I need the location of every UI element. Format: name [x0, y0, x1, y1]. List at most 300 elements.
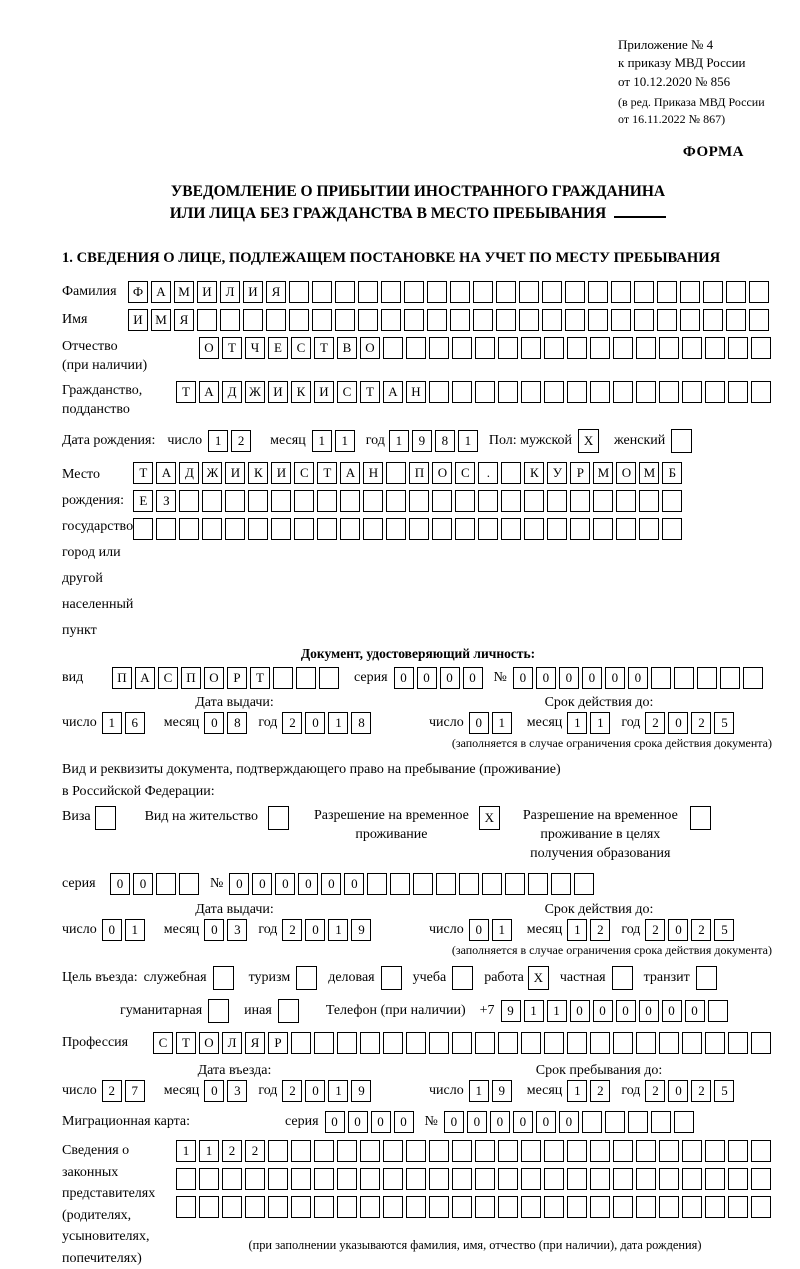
char-box[interactable] — [317, 490, 337, 512]
char-box[interactable]: 0 — [469, 919, 489, 941]
char-box[interactable] — [544, 1032, 564, 1054]
char-box[interactable]: 2 — [282, 919, 302, 941]
char-box[interactable] — [659, 381, 679, 403]
char-box[interactable]: Ф — [128, 281, 148, 303]
char-box[interactable]: 0 — [344, 873, 364, 895]
char-box[interactable] — [728, 1140, 748, 1162]
char-box[interactable] — [636, 1196, 656, 1218]
char-box[interactable] — [682, 337, 702, 359]
char-box[interactable] — [636, 337, 656, 359]
char-box[interactable]: 2 — [590, 1080, 610, 1102]
char-box[interactable] — [273, 667, 293, 689]
char-box[interactable] — [570, 518, 590, 540]
char-box[interactable]: 1 — [328, 919, 348, 941]
char-box[interactable] — [705, 1140, 725, 1162]
char-box[interactable] — [312, 281, 332, 303]
char-box[interactable] — [409, 490, 429, 512]
char-box[interactable] — [703, 309, 723, 331]
char-box[interactable]: Н — [406, 381, 426, 403]
char-box[interactable]: 1 — [590, 712, 610, 734]
char-box[interactable] — [202, 490, 222, 512]
char-box[interactable] — [360, 1168, 380, 1190]
char-box[interactable] — [340, 518, 360, 540]
char-box[interactable]: 6 — [125, 712, 145, 734]
char-box[interactable] — [567, 1168, 587, 1190]
char-box[interactable] — [199, 1196, 219, 1218]
char-box[interactable] — [213, 966, 234, 990]
char-box[interactable] — [708, 1000, 728, 1022]
char-box[interactable] — [452, 1168, 472, 1190]
char-box[interactable]: 2 — [691, 1080, 711, 1102]
char-box[interactable] — [314, 1196, 334, 1218]
char-box[interactable]: И — [197, 281, 217, 303]
char-box[interactable]: 0 — [298, 873, 318, 895]
char-box[interactable]: 0 — [275, 873, 295, 895]
char-box[interactable] — [363, 490, 383, 512]
char-box[interactable]: X — [528, 966, 549, 990]
char-box[interactable] — [705, 381, 725, 403]
char-box[interactable]: П — [409, 462, 429, 484]
char-box[interactable] — [605, 1111, 625, 1133]
char-box[interactable] — [133, 518, 153, 540]
char-box[interactable] — [482, 873, 502, 895]
char-box[interactable]: О — [204, 667, 224, 689]
char-box[interactable] — [432, 518, 452, 540]
char-box[interactable] — [659, 1168, 679, 1190]
char-box[interactable] — [544, 381, 564, 403]
char-box[interactable]: 0 — [394, 667, 414, 689]
char-box[interactable] — [406, 1032, 426, 1054]
char-box[interactable] — [521, 1140, 541, 1162]
char-box[interactable] — [590, 381, 610, 403]
char-box[interactable]: А — [135, 667, 155, 689]
char-box[interactable] — [662, 518, 682, 540]
char-box[interactable]: 0 — [133, 873, 153, 895]
char-box[interactable] — [413, 873, 433, 895]
char-box[interactable] — [452, 1140, 472, 1162]
char-box[interactable] — [728, 381, 748, 403]
char-box[interactable]: 0 — [582, 667, 602, 689]
char-box[interactable] — [496, 281, 516, 303]
char-box[interactable] — [524, 518, 544, 540]
char-box[interactable]: 0 — [305, 712, 325, 734]
char-box[interactable] — [690, 806, 711, 830]
char-box[interactable] — [705, 337, 725, 359]
char-box[interactable] — [565, 281, 585, 303]
char-box[interactable]: 0 — [668, 1080, 688, 1102]
char-box[interactable] — [498, 1196, 518, 1218]
char-box[interactable] — [751, 1140, 771, 1162]
char-box[interactable] — [358, 309, 378, 331]
char-box[interactable] — [751, 381, 771, 403]
char-box[interactable]: С — [294, 462, 314, 484]
char-box[interactable] — [567, 1140, 587, 1162]
char-box[interactable]: Л — [220, 281, 240, 303]
char-box[interactable]: 1 — [335, 430, 355, 452]
char-box[interactable]: 0 — [536, 1111, 556, 1133]
char-box[interactable] — [728, 337, 748, 359]
char-box[interactable] — [703, 281, 723, 303]
char-box[interactable] — [616, 490, 636, 512]
char-box[interactable] — [360, 1196, 380, 1218]
char-box[interactable] — [498, 1140, 518, 1162]
char-box[interactable] — [498, 1168, 518, 1190]
char-box[interactable]: 1 — [567, 712, 587, 734]
char-box[interactable]: К — [248, 462, 268, 484]
char-box[interactable]: 3 — [227, 1080, 247, 1102]
char-box[interactable] — [613, 1032, 633, 1054]
char-box[interactable]: И — [243, 281, 263, 303]
char-box[interactable] — [296, 966, 317, 990]
char-box[interactable] — [245, 1168, 265, 1190]
char-box[interactable] — [271, 490, 291, 512]
char-box[interactable]: 0 — [305, 919, 325, 941]
char-box[interactable]: 2 — [645, 919, 665, 941]
char-box[interactable] — [521, 1196, 541, 1218]
char-box[interactable] — [682, 1032, 702, 1054]
char-box[interactable] — [498, 337, 518, 359]
char-box[interactable]: 0 — [616, 1000, 636, 1022]
char-box[interactable] — [222, 1196, 242, 1218]
char-box[interactable]: 0 — [513, 1111, 533, 1133]
char-box[interactable]: 1 — [389, 430, 409, 452]
char-box[interactable]: Д — [222, 381, 242, 403]
char-box[interactable] — [222, 1168, 242, 1190]
char-box[interactable] — [567, 1032, 587, 1054]
char-box[interactable] — [404, 309, 424, 331]
char-box[interactable]: 0 — [628, 667, 648, 689]
char-box[interactable]: 8 — [227, 712, 247, 734]
char-box[interactable]: М — [151, 309, 171, 331]
char-box[interactable] — [582, 1111, 602, 1133]
char-box[interactable] — [386, 490, 406, 512]
char-box[interactable] — [294, 490, 314, 512]
char-box[interactable] — [659, 1196, 679, 1218]
char-box[interactable] — [268, 1140, 288, 1162]
char-box[interactable] — [314, 1168, 334, 1190]
char-box[interactable] — [671, 429, 692, 453]
char-box[interactable]: 0 — [417, 667, 437, 689]
char-box[interactable] — [367, 873, 387, 895]
char-box[interactable] — [680, 309, 700, 331]
char-box[interactable] — [268, 806, 289, 830]
char-box[interactable] — [674, 667, 694, 689]
char-box[interactable]: 0 — [668, 919, 688, 941]
char-box[interactable]: 0 — [685, 1000, 705, 1022]
char-box[interactable]: С — [153, 1032, 173, 1054]
char-box[interactable]: И — [271, 462, 291, 484]
char-box[interactable] — [651, 1111, 671, 1133]
char-box[interactable] — [383, 1168, 403, 1190]
char-box[interactable] — [475, 1196, 495, 1218]
char-box[interactable]: 9 — [412, 430, 432, 452]
char-box[interactable] — [728, 1196, 748, 1218]
char-box[interactable] — [406, 1140, 426, 1162]
char-box[interactable]: Д — [179, 462, 199, 484]
char-box[interactable]: О — [360, 337, 380, 359]
char-box[interactable] — [478, 490, 498, 512]
char-box[interactable] — [452, 966, 473, 990]
char-box[interactable] — [179, 490, 199, 512]
char-box[interactable] — [657, 281, 677, 303]
char-box[interactable] — [751, 1168, 771, 1190]
char-box[interactable]: 1 — [469, 1080, 489, 1102]
char-box[interactable]: 0 — [639, 1000, 659, 1022]
char-box[interactable] — [611, 309, 631, 331]
char-box[interactable] — [312, 309, 332, 331]
char-box[interactable] — [544, 1168, 564, 1190]
char-box[interactable]: 7 — [125, 1080, 145, 1102]
char-box[interactable] — [429, 1168, 449, 1190]
char-box[interactable] — [682, 1168, 702, 1190]
char-box[interactable]: В — [337, 337, 357, 359]
char-box[interactable] — [705, 1196, 725, 1218]
char-box[interactable]: 0 — [593, 1000, 613, 1022]
char-box[interactable] — [266, 309, 286, 331]
char-box[interactable] — [613, 337, 633, 359]
char-box[interactable] — [381, 281, 401, 303]
char-box[interactable] — [612, 966, 633, 990]
char-box[interactable] — [567, 1196, 587, 1218]
char-box[interactable] — [452, 1196, 472, 1218]
char-box[interactable] — [473, 309, 493, 331]
char-box[interactable] — [588, 309, 608, 331]
char-box[interactable]: 0 — [252, 873, 272, 895]
char-box[interactable] — [616, 518, 636, 540]
char-box[interactable] — [749, 281, 769, 303]
char-box[interactable]: Я — [245, 1032, 265, 1054]
char-box[interactable] — [498, 381, 518, 403]
char-box[interactable]: Р — [268, 1032, 288, 1054]
char-box[interactable] — [696, 966, 717, 990]
char-box[interactable] — [450, 281, 470, 303]
char-box[interactable] — [455, 518, 475, 540]
char-box[interactable]: 2 — [282, 1080, 302, 1102]
char-box[interactable]: 0 — [394, 1111, 414, 1133]
char-box[interactable] — [574, 873, 594, 895]
char-box[interactable] — [337, 1032, 357, 1054]
char-box[interactable] — [179, 518, 199, 540]
char-box[interactable] — [358, 281, 378, 303]
char-box[interactable] — [363, 518, 383, 540]
char-box[interactable]: 0 — [371, 1111, 391, 1133]
char-box[interactable] — [225, 518, 245, 540]
char-box[interactable] — [268, 1168, 288, 1190]
char-box[interactable]: 5 — [714, 712, 734, 734]
char-box[interactable]: С — [291, 337, 311, 359]
char-box[interactable] — [475, 1140, 495, 1162]
char-box[interactable] — [636, 1032, 656, 1054]
char-box[interactable] — [544, 337, 564, 359]
char-box[interactable] — [386, 462, 406, 484]
char-box[interactable]: 1 — [492, 712, 512, 734]
char-box[interactable] — [743, 667, 763, 689]
char-box[interactable] — [682, 1196, 702, 1218]
char-box[interactable] — [317, 518, 337, 540]
char-box[interactable]: 2 — [691, 919, 711, 941]
char-box[interactable] — [429, 1032, 449, 1054]
char-box[interactable]: 1 — [199, 1140, 219, 1162]
char-box[interactable]: О — [199, 337, 219, 359]
char-box[interactable]: И — [314, 381, 334, 403]
char-box[interactable] — [478, 518, 498, 540]
char-box[interactable]: 0 — [467, 1111, 487, 1133]
char-box[interactable]: 0 — [668, 712, 688, 734]
char-box[interactable]: М — [174, 281, 194, 303]
char-box[interactable]: Т — [314, 337, 334, 359]
char-box[interactable] — [452, 337, 472, 359]
char-box[interactable]: К — [524, 462, 544, 484]
char-box[interactable] — [156, 518, 176, 540]
char-box[interactable] — [639, 490, 659, 512]
char-box[interactable] — [314, 1032, 334, 1054]
char-box[interactable]: 0 — [570, 1000, 590, 1022]
char-box[interactable] — [680, 281, 700, 303]
char-box[interactable]: 2 — [222, 1140, 242, 1162]
char-box[interactable] — [636, 381, 656, 403]
char-box[interactable]: П — [112, 667, 132, 689]
char-box[interactable] — [501, 518, 521, 540]
char-box[interactable]: У — [547, 462, 567, 484]
char-box[interactable] — [248, 518, 268, 540]
char-box[interactable] — [749, 309, 769, 331]
char-box[interactable] — [475, 1168, 495, 1190]
char-box[interactable] — [726, 281, 746, 303]
char-box[interactable] — [406, 1196, 426, 1218]
char-box[interactable] — [406, 337, 426, 359]
char-box[interactable] — [314, 1140, 334, 1162]
char-box[interactable] — [294, 518, 314, 540]
char-box[interactable] — [271, 518, 291, 540]
char-box[interactable] — [436, 873, 456, 895]
char-box[interactable] — [296, 667, 316, 689]
char-box[interactable] — [521, 1032, 541, 1054]
char-box[interactable] — [593, 518, 613, 540]
char-box[interactable] — [613, 1196, 633, 1218]
char-box[interactable] — [409, 518, 429, 540]
char-box[interactable] — [682, 1140, 702, 1162]
char-box[interactable] — [528, 873, 548, 895]
char-box[interactable] — [383, 1140, 403, 1162]
char-box[interactable]: 1 — [492, 919, 512, 941]
char-box[interactable]: 1 — [176, 1140, 196, 1162]
char-box[interactable] — [319, 667, 339, 689]
char-box[interactable] — [475, 381, 495, 403]
char-box[interactable]: 2 — [645, 1080, 665, 1102]
char-box[interactable] — [639, 518, 659, 540]
char-box[interactable] — [176, 1196, 196, 1218]
char-box[interactable]: 0 — [559, 1111, 579, 1133]
char-box[interactable]: А — [156, 462, 176, 484]
char-box[interactable] — [291, 1196, 311, 1218]
char-box[interactable] — [521, 337, 541, 359]
char-box[interactable]: 0 — [321, 873, 341, 895]
char-box[interactable] — [590, 1168, 610, 1190]
char-box[interactable] — [337, 1196, 357, 1218]
char-box[interactable]: К — [291, 381, 311, 403]
char-box[interactable] — [220, 309, 240, 331]
char-box[interactable]: 2 — [231, 430, 251, 452]
char-box[interactable]: Л — [222, 1032, 242, 1054]
char-box[interactable]: 0 — [662, 1000, 682, 1022]
char-box[interactable] — [383, 337, 403, 359]
char-box[interactable]: И — [268, 381, 288, 403]
char-box[interactable]: 0 — [204, 1080, 224, 1102]
char-box[interactable] — [475, 337, 495, 359]
char-box[interactable] — [726, 309, 746, 331]
char-box[interactable]: 2 — [645, 712, 665, 734]
char-box[interactable] — [429, 1140, 449, 1162]
char-box[interactable] — [202, 518, 222, 540]
char-box[interactable]: Е — [133, 490, 153, 512]
char-box[interactable] — [720, 667, 740, 689]
char-box[interactable] — [570, 490, 590, 512]
char-box[interactable]: 1 — [567, 919, 587, 941]
char-box[interactable]: Т — [222, 337, 242, 359]
char-box[interactable]: 0 — [463, 667, 483, 689]
char-box[interactable] — [360, 1140, 380, 1162]
char-box[interactable] — [628, 1111, 648, 1133]
char-box[interactable] — [291, 1140, 311, 1162]
char-box[interactable] — [225, 490, 245, 512]
char-box[interactable]: 1 — [125, 919, 145, 941]
char-box[interactable]: 9 — [351, 1080, 371, 1102]
char-box[interactable] — [386, 518, 406, 540]
char-box[interactable] — [335, 281, 355, 303]
char-box[interactable]: Р — [227, 667, 247, 689]
char-box[interactable] — [390, 873, 410, 895]
char-box[interactable]: О — [432, 462, 452, 484]
char-box[interactable]: А — [151, 281, 171, 303]
char-box[interactable]: 1 — [312, 430, 332, 452]
char-box[interactable]: С — [337, 381, 357, 403]
char-box[interactable] — [590, 1032, 610, 1054]
char-box[interactable]: П — [181, 667, 201, 689]
char-box[interactable] — [450, 309, 470, 331]
char-box[interactable] — [340, 490, 360, 512]
char-box[interactable] — [593, 490, 613, 512]
char-box[interactable]: Р — [570, 462, 590, 484]
char-box[interactable]: 9 — [351, 919, 371, 941]
char-box[interactable]: М — [639, 462, 659, 484]
char-box[interactable] — [542, 281, 562, 303]
char-box[interactable] — [524, 490, 544, 512]
char-box[interactable] — [427, 281, 447, 303]
char-box[interactable] — [682, 381, 702, 403]
char-box[interactable] — [590, 1140, 610, 1162]
char-box[interactable]: 2 — [282, 712, 302, 734]
char-box[interactable] — [611, 281, 631, 303]
char-box[interactable]: Я — [174, 309, 194, 331]
char-box[interactable] — [519, 281, 539, 303]
char-box[interactable] — [176, 1168, 196, 1190]
char-box[interactable]: 2 — [691, 712, 711, 734]
char-box[interactable]: 1 — [458, 430, 478, 452]
char-box[interactable] — [728, 1032, 748, 1054]
char-box[interactable] — [245, 1196, 265, 1218]
char-box[interactable] — [429, 1196, 449, 1218]
char-box[interactable]: 9 — [492, 1080, 512, 1102]
char-box[interactable] — [651, 667, 671, 689]
char-box[interactable]: 0 — [440, 667, 460, 689]
char-box[interactable]: Т — [133, 462, 153, 484]
char-box[interactable]: Е — [268, 337, 288, 359]
char-box[interactable] — [501, 490, 521, 512]
char-box[interactable] — [751, 337, 771, 359]
char-box[interactable]: 3 — [227, 919, 247, 941]
char-box[interactable]: 0 — [110, 873, 130, 895]
char-box[interactable]: Б — [662, 462, 682, 484]
